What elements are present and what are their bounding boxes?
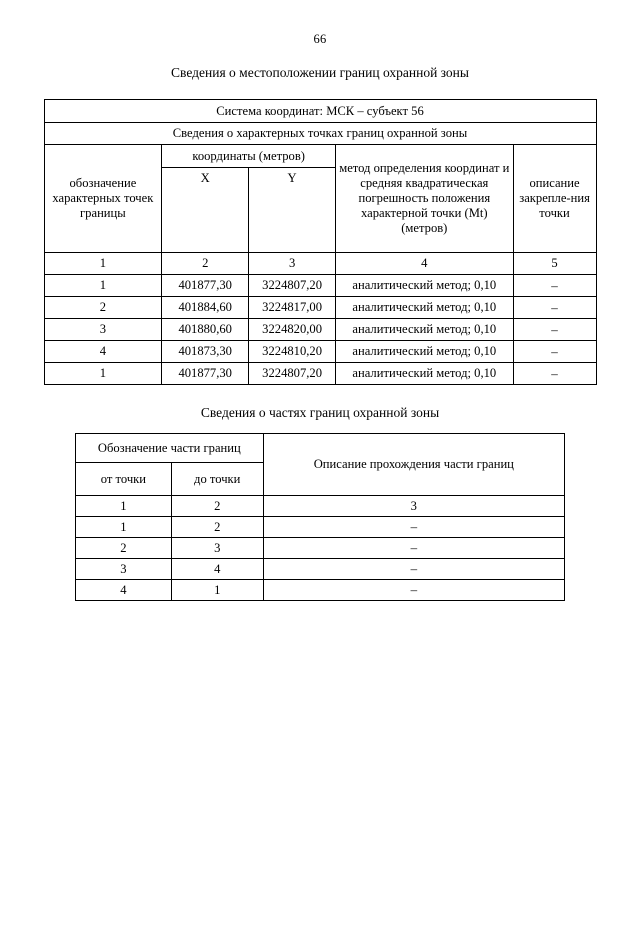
cell-y: 3224817,00: [249, 297, 336, 319]
table-row: [44, 319, 596, 341]
cell-mark: –: [513, 319, 596, 341]
parts-header-row: [76, 434, 565, 463]
cell-mark: –: [513, 341, 596, 363]
cell-x: 401877,30: [162, 275, 249, 297]
cell-method: аналитический метод; 0,10: [336, 275, 514, 297]
cell-x: 401880,60: [162, 319, 249, 341]
table-header-row: [44, 145, 596, 168]
cell-y: 3224820,00: [249, 319, 336, 341]
cell-point: 3: [44, 319, 162, 341]
page-number: 66: [313, 32, 327, 46]
coordinates-table-wrapper: [44, 99, 597, 385]
cell-to: 2: [171, 517, 263, 538]
cell-x: 401877,30: [162, 363, 249, 385]
table-row-numbering: [44, 253, 596, 275]
cell-method: аналитический метод; 0,10: [336, 297, 514, 319]
cell-point: 1: [44, 275, 162, 297]
cell-from: 4: [76, 580, 172, 601]
coordinates-table: [44, 99, 597, 385]
header-x: X: [162, 168, 249, 253]
table-row: [76, 580, 565, 601]
numbering-2: 2: [162, 253, 249, 275]
parts-table: [75, 433, 565, 601]
parts-table-wrapper: [75, 433, 565, 601]
table-row: [76, 538, 565, 559]
table-row: [44, 275, 596, 297]
cell-x: 401884,60: [162, 297, 249, 319]
header-coordinates-group: координаты (метров): [162, 145, 336, 168]
numbering-3: 3: [249, 253, 336, 275]
header-mark-description: описание закрепле-ния точки: [513, 145, 596, 253]
table-row: [76, 559, 565, 580]
cell-to: 4: [171, 559, 263, 580]
cell-mark: –: [513, 297, 596, 319]
numbering-5: 5: [513, 253, 596, 275]
cell-method: аналитический метод; 0,10: [336, 319, 514, 341]
table-row-coord-system: [44, 100, 596, 123]
page-title: Сведения о местоположении границ охранной зоны: [171, 65, 469, 80]
cell-to: 1: [171, 580, 263, 601]
header-point-designation: обозначение характерных точек границы: [44, 145, 162, 253]
cell-mark: –: [513, 363, 596, 385]
cell-from: 1: [76, 517, 172, 538]
table-row: [76, 517, 565, 538]
cell-y: 3224810,20: [249, 341, 336, 363]
numbering-1: 1: [44, 253, 162, 275]
cell-method: аналитический метод; 0,10: [336, 363, 514, 385]
cell-mark: –: [513, 275, 596, 297]
cell-description: –: [263, 538, 564, 559]
parts-numbering-row: [76, 496, 565, 517]
table-row-points-caption: [44, 123, 596, 145]
coord-system-caption: Система координат: МСК – субъект 56: [44, 100, 596, 123]
table-row: [44, 341, 596, 363]
cell-point: 4: [44, 341, 162, 363]
cell-x: 401873,30: [162, 341, 249, 363]
cell-y: 3224807,20: [249, 275, 336, 297]
numbering-4: 4: [336, 253, 514, 275]
parts-numbering-1: 1: [76, 496, 172, 517]
parts-numbering-2: 2: [171, 496, 263, 517]
table-row: [44, 297, 596, 319]
cell-point: 1: [44, 363, 162, 385]
cell-description: –: [263, 559, 564, 580]
header-y: Y: [249, 168, 336, 253]
table-row: [44, 363, 596, 385]
parts-section-title: Сведения о частях границ охранной зоны: [200, 405, 440, 420]
parts-header-from: от точки: [76, 463, 172, 496]
cell-description: –: [263, 580, 564, 601]
cell-method: аналитический метод; 0,10: [336, 341, 514, 363]
cell-from: 3: [76, 559, 172, 580]
cell-description: –: [263, 517, 564, 538]
cell-to: 3: [171, 538, 263, 559]
cell-point: 2: [44, 297, 162, 319]
parts-numbering-3: 3: [263, 496, 564, 517]
header-method: метод определения координат и средняя квадратическая погрешность положения характерной точки (Mt) (метров): [336, 145, 514, 253]
cell-y: 3224807,20: [249, 363, 336, 385]
document-page: [0, 32, 640, 937]
parts-header-description: Описание прохождения части границ: [263, 434, 564, 496]
cell-from: 2: [76, 538, 172, 559]
parts-header-group: Обозначение части границ: [76, 434, 264, 463]
parts-header-to: до точки: [171, 463, 263, 496]
points-caption: Сведения о характерных точках границ охранной зоны: [44, 123, 596, 145]
